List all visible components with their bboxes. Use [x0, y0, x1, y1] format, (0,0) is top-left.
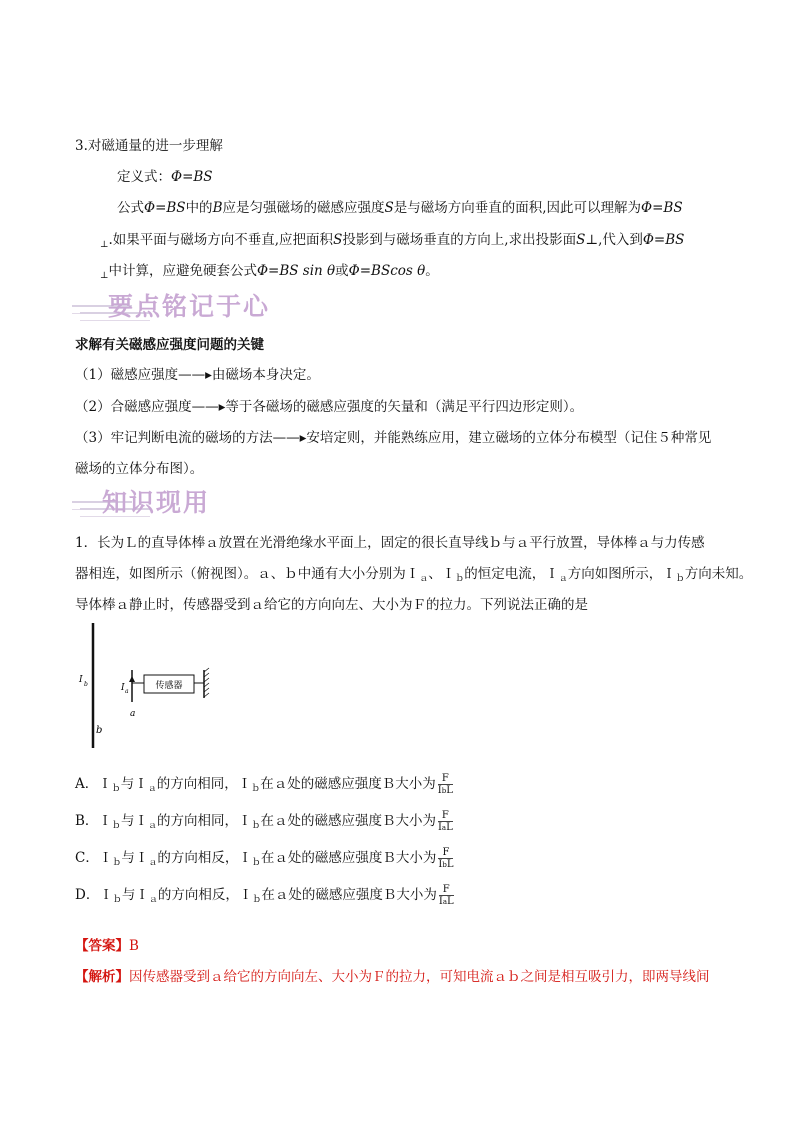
subscript: ｂ: [251, 858, 261, 868]
text-run: I: [437, 821, 442, 833]
fraction-denominator: [439, 896, 454, 908]
fraction: [438, 810, 453, 834]
subscript: ａ: [147, 821, 157, 831]
text-run: I: [437, 784, 442, 796]
question-line-2: [75, 562, 752, 584]
key-item-3-line-2: 磁场的立体分布图）。: [75, 461, 204, 477]
subscript: ｂ: [252, 895, 262, 905]
analysis-text: 因传感器受到ａ给它的方向向左、大小为Ｆ的拉力，可知电流ａｂ之间是相互吸引力，即两导线间: [129, 969, 710, 985]
options-list: [75, 766, 454, 914]
label-b: b: [96, 725, 103, 736]
analysis-line: [75, 965, 710, 985]
subscript: ｂ: [455, 574, 465, 584]
text-run: ,代入到: [598, 232, 643, 248]
formula: Φ=BS: [641, 200, 683, 216]
text-run: 公式: [117, 200, 144, 216]
current-symbol: Ｉ: [237, 776, 252, 792]
symbol-S: S: [384, 200, 394, 216]
fraction-numerator: F: [438, 847, 453, 859]
subscript: b: [441, 786, 447, 795]
formula: Φ=BS sin θ: [256, 263, 336, 279]
fraction-numerator: F: [438, 773, 453, 785]
current-symbol: Ｉ: [134, 813, 148, 829]
fraction-denominator: [438, 785, 453, 797]
current-symbol: Ｉ: [98, 850, 113, 866]
current-symbol: Ｉ: [238, 850, 252, 866]
text-run: 方向如图所示，Ｉ: [567, 566, 676, 582]
text-run: 的方向相同，: [156, 813, 238, 829]
text-run: 的方向相同，: [156, 776, 238, 792]
text-run: 与: [120, 776, 135, 792]
text-run: 。: [425, 263, 439, 279]
text-run: L: [446, 784, 453, 796]
formula: Φ=BS: [144, 200, 186, 216]
fraction: [439, 884, 454, 908]
formula: Φ=BScos θ: [348, 263, 426, 279]
paragraph-line-3: [100, 259, 439, 281]
subscript: a: [442, 897, 448, 906]
answer-label: 【答案】: [75, 938, 129, 954]
text-run: 与: [120, 813, 135, 829]
symbol-S: S: [333, 232, 343, 248]
option-letter: B．: [75, 813, 99, 829]
current-symbol: Ｉ: [135, 887, 149, 903]
key-title: 求解有关磁感应强度问题的关键: [75, 337, 264, 353]
answer-line: [75, 934, 139, 954]
key-item-3-line-1: （3）牢记判断电流的磁场的方法——▸安培定则，并能熟练应用，建立磁场的立体分布模型（记住５种常见: [75, 430, 712, 446]
analysis-label: 【解析】: [75, 969, 129, 985]
label-Ia: I: [121, 683, 125, 693]
answer-value: B: [129, 938, 139, 954]
label-Ib-sub: b: [84, 681, 88, 688]
option-c: [75, 840, 454, 877]
current-symbol: Ｉ: [99, 887, 113, 903]
key-item-2: （2）合磁感应强度——▸等于各磁场的磁感应强度的矢量和（满足平行四边形定则）。: [75, 399, 584, 415]
symbol-S-perp: S⊥: [576, 232, 599, 248]
formula: Φ=BS: [642, 232, 685, 248]
option-letter: A．: [75, 776, 99, 792]
subscript: ｂ: [112, 858, 122, 868]
option-b: [75, 803, 454, 840]
text-run: 在ａ处的磁感应强度Ｂ大小为: [260, 813, 436, 829]
label-a: a: [130, 709, 136, 719]
perp-subscript: ⊥: [100, 271, 109, 281]
text-run: L: [446, 821, 453, 833]
subscript: ａ: [558, 574, 568, 584]
subscript: ａ: [148, 858, 158, 868]
text-run: 中计算，应避免硬套公式: [108, 263, 257, 279]
option-letter: C．: [75, 850, 99, 866]
current-symbol: Ｉ: [237, 813, 252, 829]
subscript: ａ: [147, 784, 157, 794]
symbol-B: B: [212, 200, 223, 216]
banner-title: 知识现用: [102, 488, 211, 517]
current-symbol: Ｉ: [238, 887, 253, 903]
subscript: ａ: [148, 895, 158, 905]
option-letter: D．: [75, 887, 100, 903]
definition-label: 定义式：: [117, 169, 171, 185]
text-run: 或: [335, 263, 349, 279]
subscript: ｂ: [111, 784, 121, 794]
paragraph-line-1: [117, 196, 683, 216]
current-arrow-icon: [129, 676, 135, 682]
key-item-1: （1）磁感应强度——▸由磁场本身决定。: [75, 367, 320, 383]
sensor-label: 传感器: [155, 681, 183, 691]
subscript: ｂ: [251, 821, 261, 831]
label-Ib: I: [79, 675, 83, 685]
subscript: ｂ: [111, 821, 121, 831]
option-d: [75, 877, 454, 914]
fraction-denominator: [438, 822, 453, 834]
text-run: L: [446, 858, 454, 870]
subscript: b: [442, 860, 447, 869]
question-line-3: 导体棒ａ静止时，传感器受到ａ给它的方向向左、大小为Ｆ的拉力。下列说法正确的是: [75, 597, 588, 613]
text-run: 的恒定电流，Ｉ: [464, 566, 559, 582]
text-run: 投影到与磁场垂直的方向上,求出投影面: [342, 232, 577, 248]
fraction-denominator: [438, 859, 453, 871]
fraction-numerator: F: [439, 884, 454, 896]
text-run: I: [438, 895, 443, 907]
fraction: [438, 773, 453, 797]
text-run: 在ａ处的磁感应强度Ｂ大小为: [260, 776, 436, 792]
perp-subscript: ⊥: [100, 240, 109, 250]
section-banner-practice: [72, 483, 272, 519]
current-symbol: Ｉ: [134, 850, 149, 866]
text-run: .如果平面与磁场方向不垂直,应把面积: [108, 232, 334, 248]
text-run: 在ａ处的磁感应强度Ｂ大小为: [261, 887, 437, 903]
question-line-1: 1．长为Ｌ的直导体棒ａ放置在光滑绝缘水平面上，固定的很长直导线ｂ与ａ平行放置，导体棒ａ与力传感: [75, 535, 705, 551]
fraction-numerator: F: [438, 810, 453, 822]
current-symbol: Ｉ: [134, 776, 148, 792]
text-run: I: [438, 858, 443, 870]
text-run: L: [447, 895, 454, 907]
subscript: ｂ: [251, 784, 261, 794]
current-symbol: Ｉ: [98, 813, 112, 829]
wire-sensor-figure: [76, 620, 216, 750]
text-run: 与: [121, 850, 135, 866]
current-symbol: Ｉ: [98, 776, 112, 792]
text-run: 、Ｉ: [428, 566, 456, 582]
section-heading: 3.对磁通量的进一步理解: [75, 138, 223, 154]
fraction: [438, 847, 453, 871]
text-run: 的方向相反，: [157, 850, 239, 866]
subscript: ｂ: [112, 895, 122, 905]
subscript: ａ: [419, 574, 429, 584]
text-run: 中的: [185, 200, 213, 216]
text-run: 是与磁场方向垂直的面积,因此可以理解为: [393, 200, 642, 216]
subscript: ｂ: [675, 574, 685, 584]
definition-formula: Φ=BS: [171, 169, 213, 185]
label-Ia-sub: a: [125, 688, 129, 695]
paragraph-line-2: [100, 228, 684, 250]
banner-title: 要点铭记于心: [108, 292, 271, 321]
text-run: 与: [121, 887, 136, 903]
text-run: 器相连，如图所示（俯视图）。ａ、ｂ中通有大小分别为Ｉ: [75, 566, 420, 582]
option-a: [75, 766, 454, 803]
definition-line: [117, 165, 213, 185]
text-run: 应是匀强磁场的磁感应强度: [222, 200, 385, 216]
text-run: 方向未知。: [684, 566, 753, 582]
text-run: 在ａ处的磁感应强度Ｂ大小为: [260, 850, 437, 866]
section-banner-key-points: [72, 287, 272, 323]
subscript: a: [441, 823, 447, 832]
text-run: 的方向相反，: [157, 887, 239, 903]
